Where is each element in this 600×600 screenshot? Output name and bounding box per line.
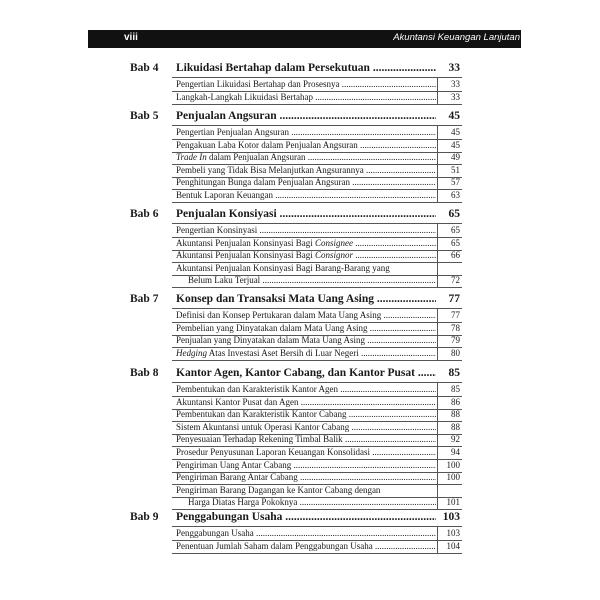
section-page: 101: [446, 497, 460, 508]
section-page: 65: [451, 237, 460, 248]
section-page: 45: [451, 139, 460, 150]
section-page: 78: [451, 322, 460, 333]
page-column-divider: [437, 382, 438, 510]
section-page: 77: [451, 310, 460, 320]
chapter-number: Bab 4: [130, 62, 159, 74]
section-title: Pembelian yang Dinyatakan dalam Mata Uang Asing .....: [176, 323, 436, 333]
section-title: Bentuk Laporan Keuangan .....: [176, 190, 436, 200]
chapter-title: [176, 208, 436, 220]
section-page: 51: [451, 164, 460, 175]
section-page: 92: [451, 434, 460, 445]
section-title: Penyesuaian Terhadap Rekening Timbal Balik .....: [176, 434, 436, 444]
chapter-page: 45: [448, 110, 460, 122]
section-page: 94: [451, 447, 460, 457]
section-title: Hedging Atas Investasi Aset Bersih di Luar Negeri .....: [176, 348, 436, 358]
section-title: Pembentukan dan Karakteristik Kantor Agen .....: [176, 384, 436, 394]
section-page: 104: [446, 540, 460, 551]
chapter-page: 85: [448, 367, 460, 379]
page-column-divider: [437, 308, 438, 360]
chapter-title-text: Penggabungan Usaha: [176, 511, 283, 523]
page-column-divider: [437, 77, 438, 104]
section-title: Prosedur Penyusunan Laporan Keuangan Konsolidasi .....: [176, 447, 436, 457]
section-page: 100: [446, 472, 460, 483]
chapter-rule: [172, 526, 462, 527]
section-title: Akuntansi Penjualan Konsinyasi Bagi Consignor .....: [176, 250, 436, 260]
chapter-title: [176, 367, 436, 379]
chapter-number: Bab 5: [130, 110, 159, 122]
section-page: 100: [446, 459, 460, 470]
section-title: Belum Laku Terjual .....: [188, 275, 436, 285]
section-title: Pengiriman Barang Dagangan ke Kantor Cabang dengan: [176, 484, 381, 495]
section-title: Pembentukan dan Karakteristik Kantor Cabang .....: [176, 409, 436, 419]
section-title: Pengertian Likuidasi Bertahap dan Prosesnya .....: [176, 79, 436, 89]
chapter-rule: [172, 382, 462, 383]
chapter-title: [176, 62, 436, 74]
section-title: Penentuan Jumlah Saham dalam Penggabungan Usaha .....: [176, 541, 436, 551]
section-title: Pengertian Konsinyasi .....: [176, 225, 436, 235]
section-title: Akuntansi Kantor Pusat dan Agen .....: [176, 397, 436, 407]
section-rule: [172, 287, 462, 288]
section-title: Harga Diatas Harga Pokoknya .....: [188, 497, 436, 507]
section-title: Akuntansi Penjualan Konsinyasi Bagi Consignee .....: [176, 238, 436, 248]
section-title: Pengiriman Barang Antar Cabang .....: [176, 472, 436, 482]
section-page: 65: [451, 225, 460, 235]
section-page: 86: [451, 396, 460, 407]
section-title: Langkah-Langkah Likuidasi Bertahap .....: [176, 92, 436, 102]
chapter-title-text: Konsep dan Transaksi Mata Uang Asing: [176, 293, 375, 305]
section-title: Akuntansi Penjualan Konsinyasi Bagi Barang-Barang yang: [176, 262, 390, 273]
section-rule: [172, 104, 462, 105]
chapter-page: 77: [448, 293, 460, 305]
chapter-title-text: Penjualan Angsuran: [176, 110, 277, 122]
section-page: 49: [451, 152, 460, 163]
chapter-title-text: Penjualan Konsiyasi: [176, 208, 277, 220]
page-number: viii: [124, 32, 138, 43]
chapter-number: Bab 9: [130, 511, 159, 523]
chapter-rule: [172, 125, 462, 126]
chapter-number: Bab 8: [130, 367, 159, 379]
chapter-rule: [172, 77, 462, 78]
chapter-rule: [172, 308, 462, 309]
section-rule: [172, 202, 462, 203]
section-page: 88: [451, 409, 460, 420]
section-page: 80: [451, 347, 460, 358]
chapter-title: [176, 110, 436, 122]
section-page: 45: [451, 127, 460, 137]
section-page: 63: [451, 190, 460, 200]
section-page: 79: [451, 335, 460, 346]
section-page: 57: [451, 177, 460, 188]
section-page: 88: [451, 421, 460, 432]
section-page: 66: [451, 250, 460, 261]
book-title: Akuntansi Keuangan Lanjutan: [393, 32, 520, 43]
section-title: Pengakuan Laba Kotor dalam Penjualan Angsuran .....: [176, 140, 436, 150]
section-title: Pengiriman Uang Antar Cabang .....: [176, 460, 436, 470]
section-title: Trade In dalam Penjualan Angsuran .....: [176, 152, 436, 162]
section-rule: [172, 360, 462, 361]
section-title: Definisi dan Konsep Pertukaran dalam Mata Uang Asing .....: [176, 310, 436, 320]
page-column-divider: [437, 526, 438, 553]
chapter-number: Bab 7: [130, 293, 159, 305]
chapter-title: [176, 293, 436, 305]
section-title: Penjualan yang Dinyatakan dalam Mata Uang Asing .....: [176, 335, 436, 345]
chapter-page: 103: [442, 511, 460, 523]
section-title: Penghitungan Bunga dalam Penjualan Angsuran .....: [176, 177, 436, 187]
chapter-title-text: Kantor Agen, Kantor Cabang, dan Kantor Pusat: [176, 367, 415, 379]
section-page: 33: [451, 91, 460, 102]
section-page: 85: [451, 384, 460, 394]
section-title: Pengertian Penjualan Angsuran .....: [176, 127, 436, 137]
section-title: Penggabungan Usaha .....: [176, 528, 436, 538]
section-page: 72: [451, 275, 460, 286]
section-rule: [172, 553, 462, 554]
chapter-page: 33: [448, 62, 460, 74]
section-page: 33: [451, 79, 460, 89]
chapter-number: Bab 6: [130, 208, 159, 220]
page-column-divider: [437, 125, 438, 203]
chapter-rule: [172, 223, 462, 224]
chapter-page: 65: [448, 208, 460, 220]
page-column-divider: [437, 223, 438, 288]
chapter-title: [176, 511, 436, 523]
section-page: 103: [446, 528, 460, 538]
section-title: Pembeli yang Tidak Bisa Melanjutkan Angsurannya .....: [176, 165, 436, 175]
section-title: Sistem Akuntansi untuk Operasi Kantor Cabang .....: [176, 422, 436, 432]
chapter-title-text: Likuidasi Bertahap dalam Persekutuan: [176, 62, 370, 74]
